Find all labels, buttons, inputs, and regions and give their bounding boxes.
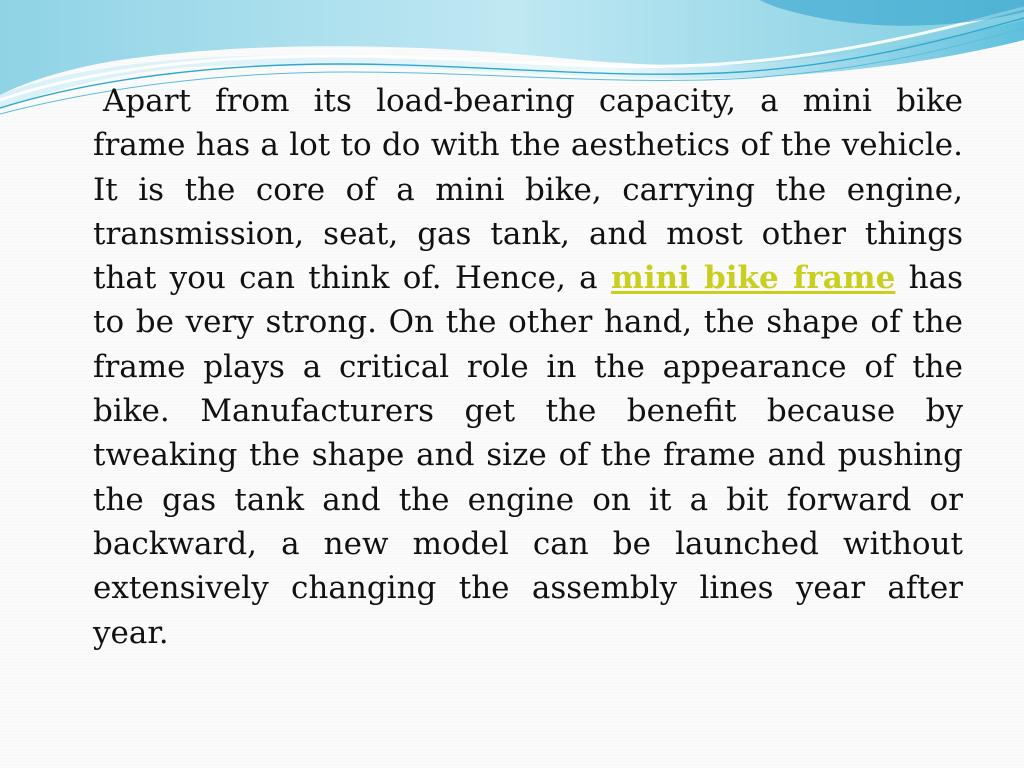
paragraph-text-after-link: has to be very strong. On the other hand, the shape of the frame plays a critical role in the appearance of the bike. Manufacturers get the benefit because by tweaking the shape and size of the frame and pushing the gas tank and the engine on it a bit forward or backward, a new model can be launched without extensively changing the assembly lines year after year. xyxy=(93,260,963,651)
mini-bike-frame-link[interactable]: mini bike frame xyxy=(610,260,896,297)
paragraph-text-before-link: Apart from its load-bearing capacity, a mini bike frame has a lot to do with the aesthetics of the vehicle. It is the core of a mini bike, carrying the engine, transmission, seat, gas tank, and most other things that you can think of. Hence, a xyxy=(93,83,963,297)
body-paragraph xyxy=(93,79,963,655)
